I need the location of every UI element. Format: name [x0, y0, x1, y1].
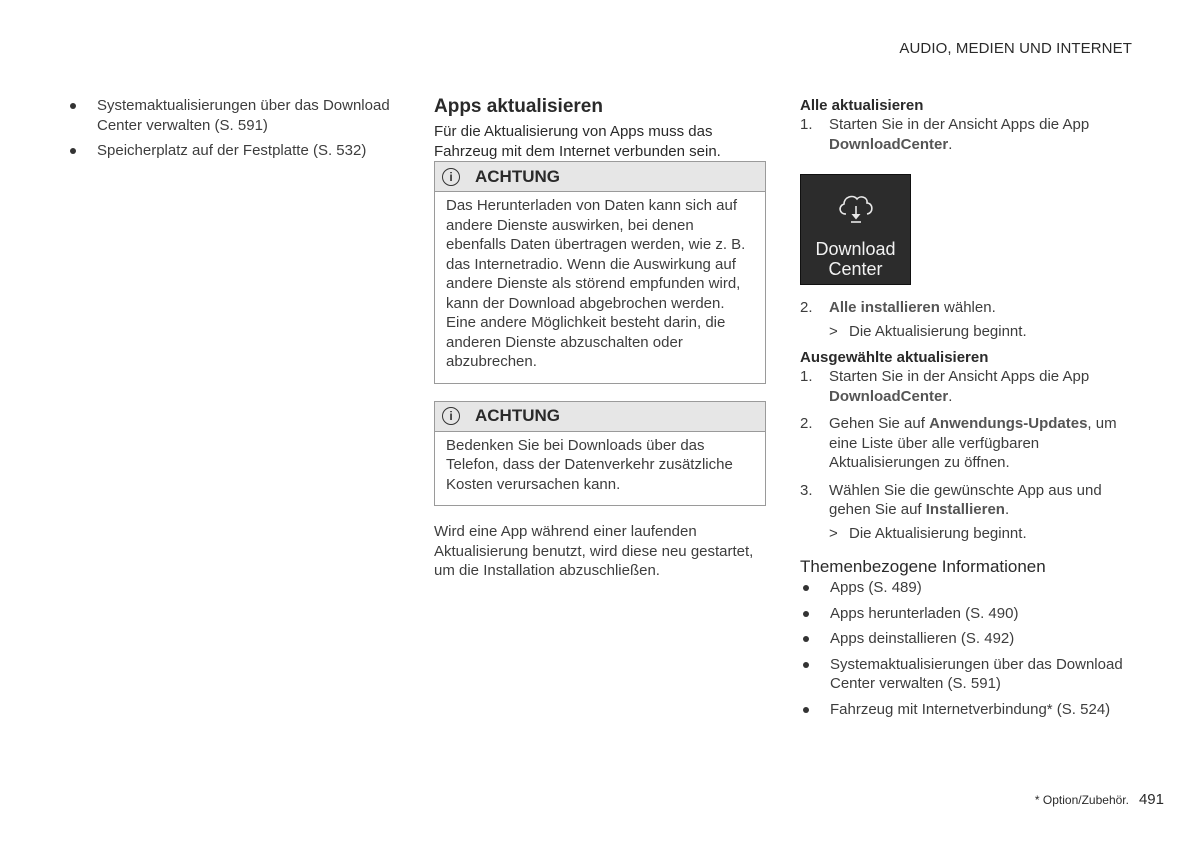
cloud-download-icon: [835, 191, 877, 225]
step-text-end: wählen.: [939, 299, 996, 316]
subheading-update-selected: Ausgewählte aktualisieren: [800, 349, 989, 366]
list-item[interactable]: Systemaktualisierungen über das Download Center verwalten (S. 591): [800, 655, 1140, 694]
page-footer: [1035, 791, 1164, 808]
list-item[interactable]: Speicherplatz auf der Festplatte (S. 532): [67, 141, 397, 161]
warning-header: [435, 162, 765, 192]
section-header: AUDIO, MEDIEN UND INTERNET: [899, 40, 1132, 57]
tile-label: [801, 239, 910, 279]
step-text-end: .: [948, 135, 953, 153]
list-item[interactable]: Apps deinstallieren (S. 492): [800, 629, 1140, 649]
warning-header: [435, 402, 765, 432]
steps-list: [800, 298, 1140, 318]
step-text: Wählen Sie die gewünschte App aus und gehen Sie auf: [829, 481, 1102, 518]
warning-text: Bedenken Sie bei Downloads über das Telefon, dass der Datenverkehr zusätzliche Kosten verursachen kann.: [446, 436, 733, 493]
info-circle-icon: i: [442, 168, 460, 186]
step-item: [800, 298, 1140, 318]
step-text: Starten Sie in der Ansicht Apps die App: [829, 368, 1090, 385]
warning-box: [434, 161, 766, 384]
list-item[interactable]: Apps (S. 489): [800, 578, 1140, 598]
step-result: [800, 524, 1140, 544]
step-text-end: .: [948, 387, 953, 405]
related-links-list: [800, 578, 1140, 719]
step-number: 2.: [800, 299, 813, 316]
footnote: * Option/Zubehör.: [1034, 793, 1129, 807]
step-item: [800, 414, 1140, 473]
list-item[interactable]: Systemaktualisierungen über das Download Center verwalten (S. 591): [67, 96, 397, 135]
step-number: 1.: [800, 116, 813, 133]
action-name: Installieren: [925, 501, 1005, 518]
warning-label: ACHTUNG: [475, 406, 560, 425]
tile-label-line: Download: [815, 239, 896, 259]
intro-text: Für die Aktualisierung von Apps muss das Fahrzeug mit dem Internet verbunden sein.: [434, 123, 721, 160]
related-links-list: [67, 96, 397, 161]
body-paragraph: Wird eine App während einer laufenden Aktualisierung benutzt, wird diese neu gestartet, um die Installation abzuschließen.: [434, 523, 754, 579]
app-name: DownloadCenter: [829, 387, 949, 405]
page-title: Apps aktualisieren: [434, 96, 603, 117]
app-name: DownloadCenter: [829, 135, 949, 153]
middle-column: [434, 96, 766, 581]
menu-name: Anwendungs-Updates: [929, 415, 1088, 432]
step-item: [800, 367, 1140, 406]
info-circle-icon: i: [442, 407, 460, 425]
related-info-heading: Themenbezogene Informationen: [800, 557, 1046, 576]
result-text: Die Aktualisierung beginnt.: [849, 322, 1027, 340]
step-number: 2.: [800, 415, 813, 432]
step-text: Gehen Sie auf: [829, 415, 930, 432]
left-column: [67, 96, 397, 167]
steps-list: [800, 115, 1140, 154]
step-text-end: , um eine Liste über alle verfügbaren Aktualisierungen zu öffnen.: [829, 415, 1117, 471]
action-name: Alle installieren: [829, 299, 940, 316]
step-item: [800, 481, 1140, 520]
step-item: [800, 115, 1140, 154]
step-number: 3.: [800, 481, 813, 499]
step-result: [800, 322, 1140, 342]
list-item[interactable]: Apps herunterladen (S. 490): [800, 604, 1140, 624]
warning-box: [434, 401, 766, 507]
download-center-tile[interactable]: [800, 174, 911, 285]
steps-list: [800, 367, 1140, 520]
list-item[interactable]: Fahrzeug mit Internetverbindung* (S. 524): [800, 700, 1140, 720]
warning-label: ACHTUNG: [475, 166, 560, 186]
result-marker: >: [829, 322, 838, 340]
page-number: 491: [1138, 791, 1164, 808]
right-column: [800, 96, 1140, 725]
step-text: Starten Sie in der Ansicht Apps die App: [829, 116, 1090, 133]
step-text-end: .: [1004, 501, 1010, 518]
step-number: 1.: [800, 368, 813, 385]
subheading-update-all: Alle aktualisieren: [800, 97, 924, 114]
result-marker: >: [829, 524, 838, 542]
result-text: Die Aktualisierung beginnt.: [849, 524, 1027, 542]
tile-label-line: Center: [828, 259, 883, 279]
warning-text: Das Herunterladen von Daten kann sich auf andere Dienste auswirken, bei denen ebenfalls Daten übertragen werden, wie z. B. das Internetradio. Wenn die Auswirkung auf andere Dienste als störend empfunden wird, kann der Download abgebrochen werden. Eine andere Möglichkeit besteht darin, die anderen Dienste abzuschalten oder abzubrechen.: [446, 197, 746, 370]
